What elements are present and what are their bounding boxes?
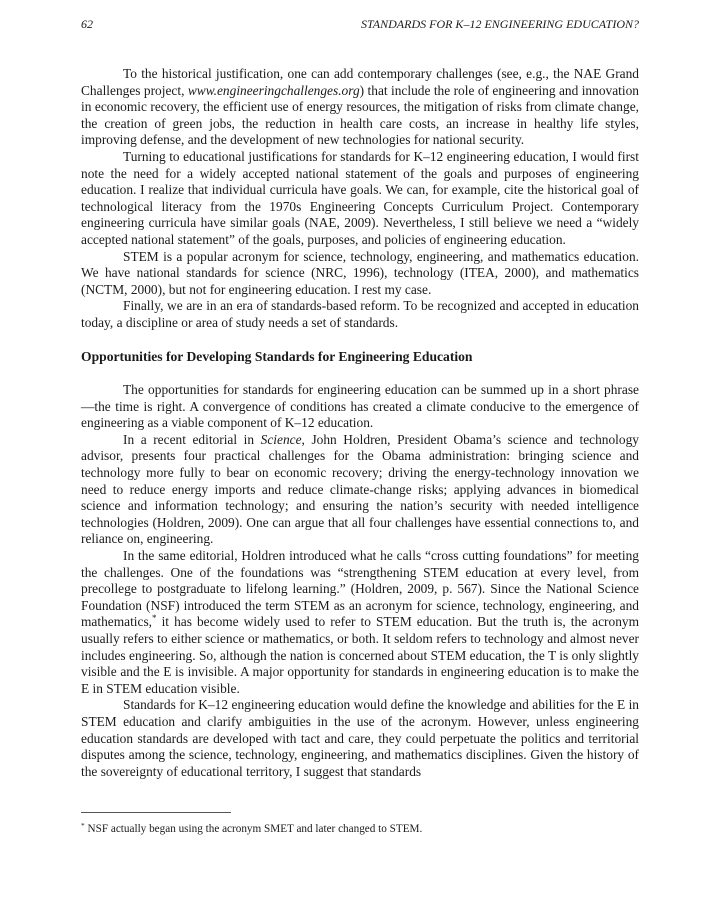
paragraph-7-text-a: In the same editorial, Holdren introduced what he calls “cross cutting foundations” for meeting the challenges. One of the foundations was “strengthening STEM education at every level, from precollege to postgraduate to lifelong learning.” (Holdren, 2009, p. 567). Since the National Science Foundation (NSF) introduced the term STEM as an acronym for science, technology, engineering, and mathematics, [81, 548, 639, 630]
running-title: STANDARDS FOR K–12 ENGINEERING EDUCATION? [361, 17, 639, 31]
footnote-marker: * [81, 821, 85, 830]
paragraph-1-text-a: To the historical justification, one can add contemporary challenges (see, e.g., the NAE Grand Challenges project, [81, 66, 639, 98]
paragraph-2: Turning to educational justifications for standards for K–12 engineering education, I would first note the need for a widely accepted national statement of the goals and purposes of engineering education. I realize that individual curricula have goals. We can, for example, cite the historical goal of technological literacy from the 1970s Engineering Concepts Curriculum Project. Contemporary engineering curricula have similar goals (NAE, 2009). Nevertheless, I still believe we need a “widely accepted national statement” of the goals, purposes, and policies of engineering education. [81, 148, 639, 247]
paragraph-8: Standards for K–12 engineering education would define the knowledge and abilities for the E in STEM education and clarify ambiguities in the use of the acronym. However, unless engineering education standards are developed with tact and care, they could perpetuate the politics and territorial disputes among the science, technology, engineering, and mathematics disciplines. Given the history of the sovereignty of educational territory, I suggest that standards [81, 697, 639, 779]
paragraph-1-text-b: ) that include the role of engineering and innovation in economic recovery, the efficient use of energy resources, the mitigation of risks from climate change, the creation of green jobs, the reduction in health care costs, an increase in healthy life styles, improving defense, and the development of new technologies for national security. [81, 82, 639, 148]
footnote-divider [81, 812, 231, 813]
paragraph-7-text-b: it has become widely used to refer to STEM education. But the truth is, the acronym usually refers to either science or mathematics, or both. It seldom refers to technology and almost never includes engineering. So, although the nation is concerned about STEM education, the T is only slightly visible and the E is invisible. A major opportunity for standards in engineering education is to make the E in STEM education visible. [81, 614, 639, 696]
paragraph-6 [81, 432, 639, 548]
paragraph-3: STEM is a popular acronym for science, technology, engineering, and mathematics education. We have national standards for science (NRC, 1996), technology (ITEA, 2000), and mathematics (NCTM, 2000), but not for engineering education. I rest my case. [81, 248, 639, 297]
journal-name: Science [260, 431, 302, 447]
section-heading: Opportunities for Developing Standards for Engineering Education [81, 348, 473, 364]
footnote-text: NSF actually began using the acronym SMET and later changed to STEM. [84, 823, 423, 835]
paragraph-5: The opportunities for standards for engineering education can be summed up in a short phrase—the time is right. A convergence of conditions has created a climate conducive to the emergence of engineering as a viable component of K–12 education. [81, 382, 639, 431]
paragraph-4: Finally, we are in an era of standards-based reform. To be recognized and accepted in education today, a discipline or area of study needs a set of standards. [81, 298, 639, 330]
paragraph-6-text-a: In a recent editorial in [123, 431, 261, 447]
footnote-reference-marker: * [152, 613, 157, 624]
paragraph-6-text-b: , John Holdren, President Obama’s science and technology advisor, presents four practical challenges for the Obama administration: bringing science and technology more fully to bear on economic recovery; driving the energy-technology innovation we need to reduce energy imports and reduce climate-change risks; applying advances in biomedical science and information technology; and ensuring the nation’s security with needed intelligence technologies (Holdren, 2009). One can argue that all four challenges have essential connections to, and reliance on, engineering. [81, 431, 639, 547]
running-header [81, 16, 639, 32]
page [81, 16, 639, 780]
body-text [81, 66, 639, 780]
grand-challenges-url: www.engineeringchallenges.org [187, 82, 360, 98]
page-number: 62 [81, 17, 93, 31]
paragraph-7 [81, 548, 639, 697]
paragraph-1 [81, 66, 639, 149]
footnote [81, 822, 639, 836]
